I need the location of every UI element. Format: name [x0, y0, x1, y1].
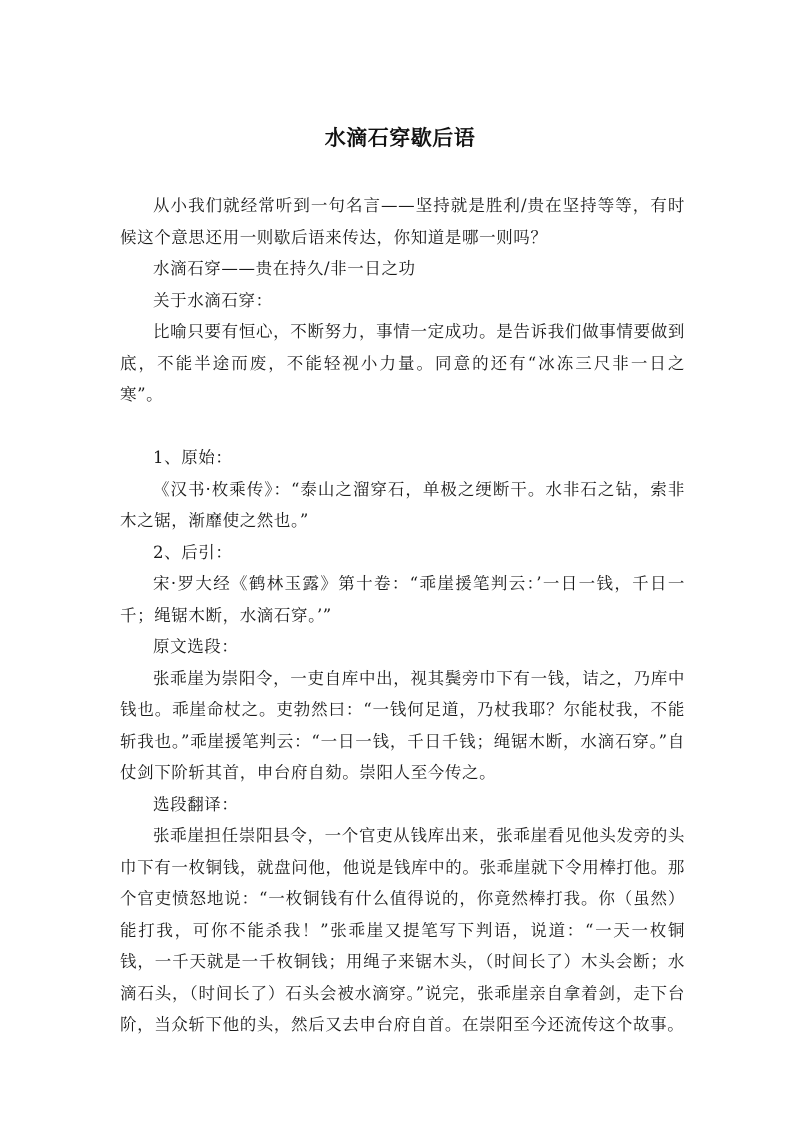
xiehouyu-line: 水滴石穿——贵在持久/非一日之功 [153, 259, 416, 278]
document-title: 水滴石穿歇后语 [324, 126, 476, 150]
origin-heading: 1、原始： [153, 448, 233, 467]
intro-paragraph: 从小我们就经常听到一句名言——坚持就是胜利/贵在坚持等等，有时候这个意思还用一则歇后语来传达，你知道是哪一则吗？ [120, 196, 685, 247]
excerpt-paragraph: 张乖崖为崇阳令，一吏自库中出，视其鬓旁巾下有一钱，诘之，乃库中钱也。乖崖命杖之。吏勃然曰：“一钱何足道，乃杖我耶？尔能杖我，不能斩我也。”乖崖援笔判云：“一日一钱，千日千钱；绳锯木断，水滴石穿。”自仗剑下阶斩其首，申台府自劾。崇阳人至今传之。 [120, 668, 685, 782]
translation-heading: 选段翻译： [153, 794, 239, 814]
later-quote: 宋·罗大经《鹤林玉露》第十卷：“乖崖援笔判云：’一日一钱，千日一千；绳锯木断，水滴石穿。’” [120, 574, 685, 625]
meaning-paragraph: 比喻只要有恒心，不断努力，事情一定成功。是告诉我们做事情要做到底，不能半途而废，不能轻视小力量。同意的还有“冰冻三尺非一日之寒”。 [120, 322, 685, 404]
document-body [120, 190, 685, 1041]
translation-paragraph: 张乖崖担任崇阳县令，一个官吏从钱库出来，张乖崖看见他头发旁的头巾下有一枚铜钱，就盘问他，他说是钱库中的。张乖崖就下令用棒打他。那个官吏愤怒地说：“一枚铜钱有什么值得说的，你竟然棒打我。你（虽然）能打我，可你不能杀我！”张乖崖又提笔写下判语，说道：“一天一枚铜钱，一千天就是一千枚铜钱；用绳子来锯木头，（时间长了）木头会断；水滴石头，（时间长了）石头会被水滴穿。”说完，张乖崖亲自拿着剑，走下台阶，当众斩下他的头，然后又去申台府自首。在崇阳至今还流传这个故事。 [120, 826, 685, 1034]
later-heading: 2、后引： [153, 542, 233, 562]
excerpt-heading: 原文选段： [153, 637, 239, 656]
origin-quote: 《汉书·枚乘传》：“泰山之溜穿石，单极之绠断干。水非石之钻，索非木之锯，渐靡使之然也。” [120, 479, 685, 530]
about-heading: 关于水滴石穿： [153, 290, 273, 310]
blank-line [120, 411, 685, 443]
